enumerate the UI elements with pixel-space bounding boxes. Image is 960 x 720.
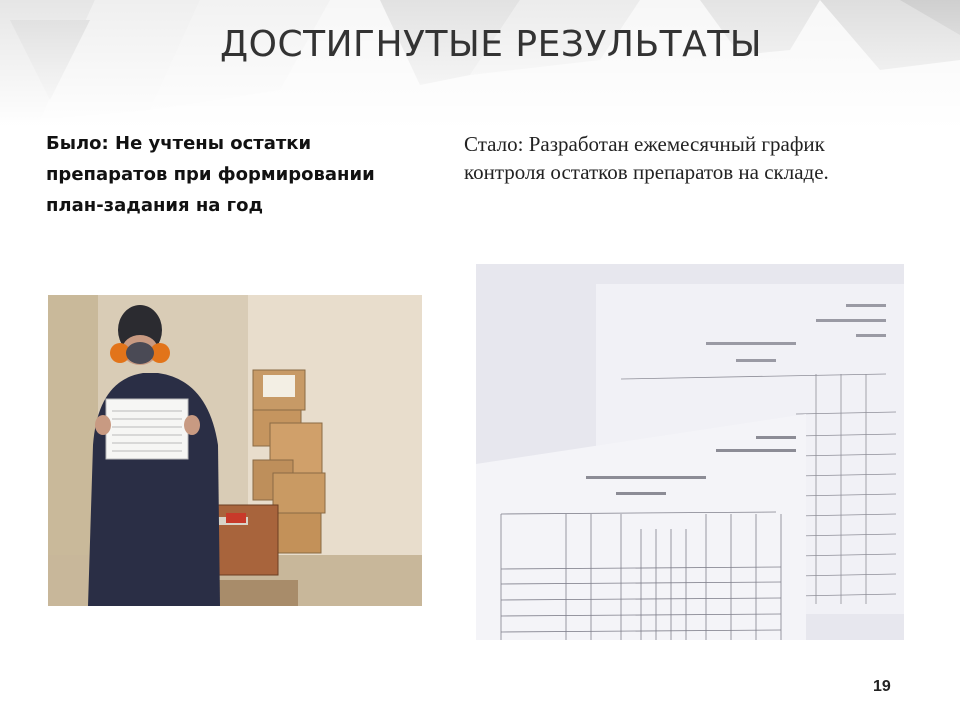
slide-title: ДОСТИГНУТЫЕ РЕЗУЛЬТАТЫ bbox=[220, 24, 763, 65]
photo-warehouse-worker bbox=[48, 295, 422, 606]
header-decoration bbox=[0, 0, 960, 130]
page-number: 19 bbox=[873, 678, 891, 695]
after-description: Стало: Разработан ежемесячный график контроля остатков препаратов на складе. bbox=[464, 132, 829, 184]
photo-control-schedule-documents bbox=[476, 264, 904, 640]
before-description: Было: Не учтены остатки препаратов при формировании план-задания на год bbox=[46, 133, 375, 216]
